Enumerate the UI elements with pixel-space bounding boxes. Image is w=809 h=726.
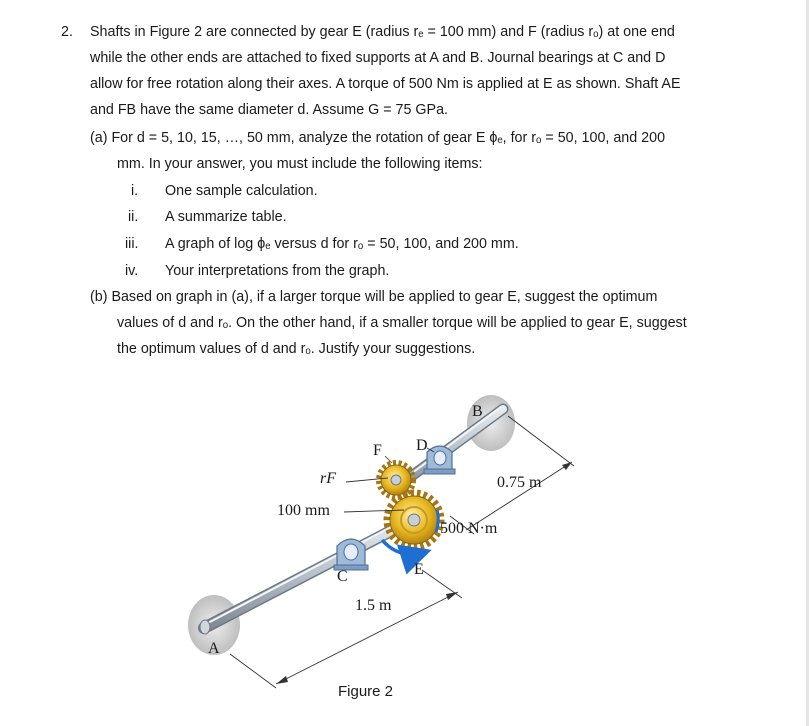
- part-a-line-2: mm. In your answer, you must include the following items:: [117, 156, 483, 172]
- gear-e: [387, 493, 441, 547]
- problem-line-1: Shafts in Figure 2 are connected by gear E (radius rₑ = 100 mm) and F (radius rₒ) at one end: [90, 24, 675, 40]
- label-length-fb: 0.75 m: [497, 474, 542, 491]
- figure-caption: Figure 2: [338, 683, 394, 700]
- item-text: Your interpretations from the graph.: [165, 263, 390, 279]
- shaft-ae: [200, 516, 414, 634]
- label-c: C: [337, 568, 348, 585]
- problem-line-4: and FB have the same diameter d. Assume G = 75 GPa.: [90, 102, 449, 118]
- label-rf: rF: [320, 470, 336, 487]
- label-f: F: [373, 442, 382, 459]
- item-number: ii.: [128, 209, 139, 225]
- item-number: i.: [131, 183, 139, 199]
- problem-line-3: allow for free rotation along their axes. A torque of 500 Nm is applied at E as shown. Shaft AE: [90, 76, 681, 92]
- label-b: B: [472, 403, 483, 420]
- label-radius-e: 100 mm: [277, 502, 330, 519]
- part-b-line-2: values of d and rₒ. On the other hand, if a smaller torque will be applied to gear E, suggest: [117, 315, 687, 331]
- label-d: D: [416, 437, 428, 454]
- problem-number: 2.: [61, 24, 73, 40]
- item-text: A summarize table.: [165, 209, 287, 225]
- dimension-1-5m: [230, 570, 462, 688]
- bearing-d: [424, 446, 455, 474]
- part-b-line-3: the optimum values of d and rₒ. Justify your suggestions.: [117, 341, 476, 357]
- part-a-line-1: (a) For d = 5, 10, 15, …, 50 mm, analyze the rotation of gear E ϕₑ, for rₒ = 50, 100, and 200: [90, 130, 666, 146]
- label-e: E: [414, 561, 424, 578]
- label-torque: 500 N·m: [440, 520, 498, 537]
- item-text: A graph of log ϕₑ versus d for rₒ = 50, 100, and 200 mm.: [165, 236, 519, 252]
- label-length-ae: 1.5 m: [355, 597, 392, 614]
- item-number: iv.: [125, 263, 139, 279]
- bearing-c: [334, 539, 368, 570]
- item-number: iii.: [125, 236, 139, 252]
- gear-f: [379, 463, 413, 497]
- item-text: One sample calculation.: [165, 183, 318, 199]
- problem-line-2: while the other ends are attached to fixed supports at A and B. Journal bearings at C and D: [90, 50, 666, 66]
- part-b-line-1: (b) Based on graph in (a), if a larger torque will be applied to gear E, suggest the optimum: [90, 289, 658, 305]
- label-a: A: [208, 640, 220, 657]
